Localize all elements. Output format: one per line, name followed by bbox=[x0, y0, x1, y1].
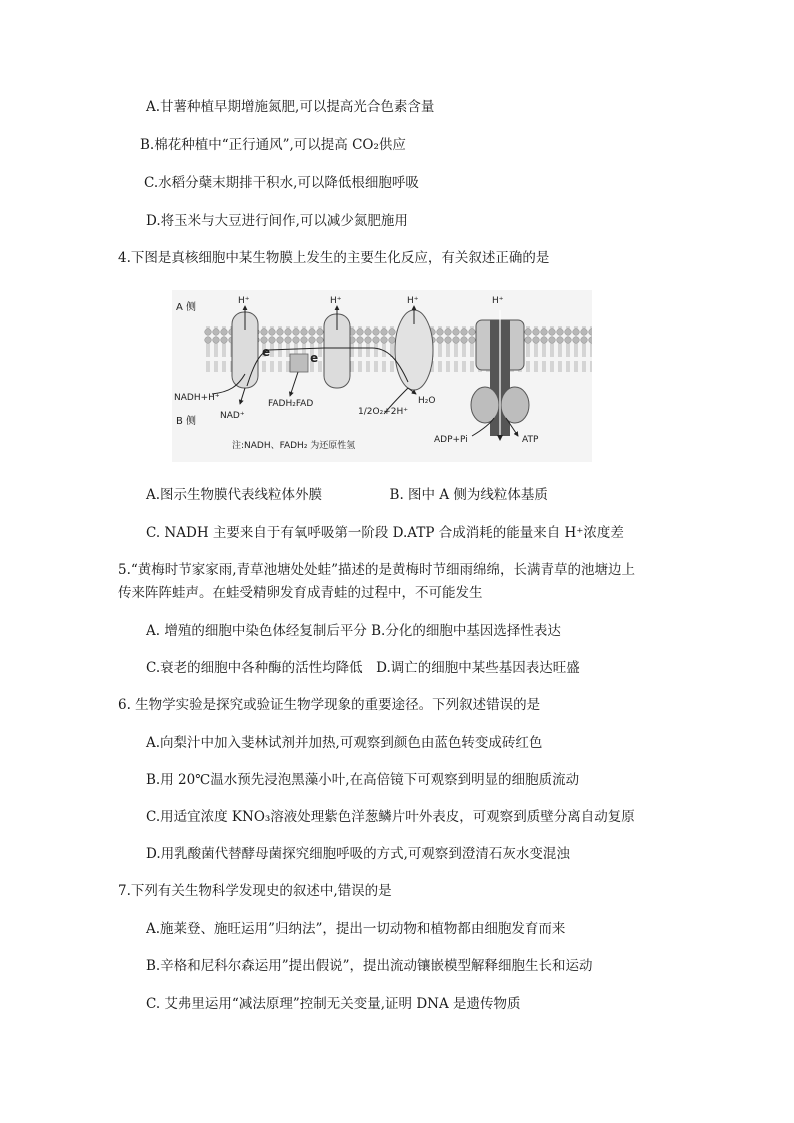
atp-label: ATP bbox=[522, 435, 539, 445]
electron-label-1: e bbox=[262, 345, 271, 359]
q7-option-b: B.辛格和尼科尔森运用”提出假说”，提出流动镶嵌模型解释细胞生长和运动 bbox=[146, 958, 593, 974]
q3-option-d: D.将玉米与大豆进行间作,可以减少氮肥施用 bbox=[146, 213, 408, 229]
h-label-4: H⁺ bbox=[492, 296, 504, 306]
nadh-label: NADH+H⁺ bbox=[174, 393, 220, 403]
side-a-label: A 侧 bbox=[176, 302, 197, 313]
q5-stem-line1: 5.“黄梅时节家家雨,青草池塘处处蛙”描述的是黄梅时节细雨绵绵，长满青草的池塘边上 bbox=[118, 562, 635, 578]
q3-option-b: B.棉花种植中“正行通风”,可以提高 CO₂供应 bbox=[140, 137, 406, 153]
h-label-3: H⁺ bbox=[407, 296, 419, 306]
q6-option-d: D.用乳酸菌代替酵母菌探究细胞呼吸的方式,可观察到澄清石灰水变混浊 bbox=[146, 846, 570, 862]
figure-note: 注:NADH、FADH₂ 为还原性氢 bbox=[232, 441, 356, 451]
q7-option-c: C. 艾弗里运用“减法原理”控制无关变量,证明 DNA 是遗传物质 bbox=[146, 996, 521, 1012]
h-label-2: H⁺ bbox=[330, 296, 342, 306]
q5-stem-line2: 传来阵阵蛙声。在蛙受精卵发育成青蛙的过程中，不可能发生 bbox=[118, 585, 483, 601]
electron-label-2: e bbox=[310, 351, 319, 365]
q4-options-cd: C. NADH 主要来自于有氧呼吸第一阶段 D.ATP 合成消耗的能量来自 H⁺浓度差 bbox=[146, 525, 624, 541]
q6-option-b: B.用 20℃温水预先浸泡黑藻小叶,在高倍镜下可观察到明显的细胞质流动 bbox=[146, 772, 580, 788]
q4-stem: 4.下图是真核细胞中某生物膜上发生的主要生化反应，有关叙述正确的是 bbox=[118, 250, 550, 266]
q5-options-cd: C.衰老的细胞中各种酶的活性均降低 D.调亡的细胞中某些基因表达旺盛 bbox=[146, 660, 580, 676]
side-b-label: B 侧 bbox=[176, 416, 197, 427]
adp-label: ADP+Pi bbox=[434, 435, 468, 445]
q3-option-c: C.水稻分蘖末期排干积水,可以降低根细胞呼吸 bbox=[144, 175, 419, 191]
nad-label: NAD⁺ bbox=[220, 411, 245, 421]
q6-stem: 6. 生物学实验是探究或验证生物学现象的重要途径。下列叙述错误的是 bbox=[118, 697, 541, 713]
h-label-1: H⁺ bbox=[238, 296, 250, 306]
water-label: H₂O bbox=[418, 396, 436, 406]
q3-option-a: A.甘薯种植早期增施氮肥,可以提高光合色素含量 bbox=[146, 99, 435, 115]
q6-option-a: A.向梨汁中加入斐林试剂并加热,可观察到颜色由蓝色转变成砖红色 bbox=[146, 735, 543, 751]
q6-option-c: C.用适宜浓度 KNO₃溶液处理紫色洋葱鳞片叶外表皮，可观察到质壁分离自动复原 bbox=[146, 809, 635, 825]
q5-options-ab: A. 增殖的细胞中染色体经复制后平分 B.分化的细胞中基因选择性表达 bbox=[146, 623, 561, 639]
membrane-diagram bbox=[172, 290, 592, 462]
q7-option-a: A.施莱登、施旺运用”归纳法”，提出一切动物和植物都由细胞发育而来 bbox=[146, 921, 566, 937]
complex-2 bbox=[290, 354, 308, 372]
q7-stem: 7.下列有关生物科学发现史的叙述中,错误的是 bbox=[118, 883, 392, 899]
oxygen-label: 1/2O₂+2H⁺ bbox=[358, 407, 408, 417]
fadh-label: FADH₂FAD bbox=[268, 399, 314, 409]
q4-options-ab: A.图示生物膜代表线粒体外膜 B. 图中 A 侧为线粒体基质 bbox=[146, 487, 548, 503]
